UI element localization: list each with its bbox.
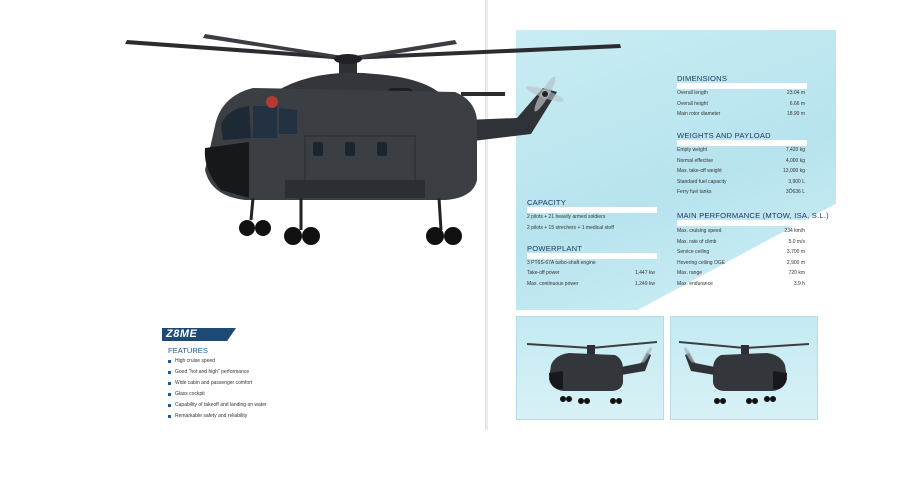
- capacity-title: CAPACITY: [527, 198, 567, 207]
- table-row: Standard fuel capacity 3,900 L: [677, 178, 805, 185]
- feature-item: Glass cockpit: [168, 389, 267, 400]
- feature-item: Remarkable safety and reliability: [168, 411, 267, 422]
- bullet-square-icon: [168, 382, 171, 385]
- table-row: Main rotor diameter 18.90 m: [677, 111, 805, 117]
- feature-item: Good "hot and high" performance: [168, 367, 267, 378]
- dimensions-table: [677, 88, 805, 120]
- performance-title: MAIN PERFORMANCE (MTOW, ISA, S.L.): [677, 211, 829, 220]
- bullet-square-icon: [168, 360, 171, 363]
- table-row: Overall height 6.66 m: [677, 100, 805, 107]
- table-row: Hovering ceiling OGE 2,900 m: [677, 259, 805, 266]
- table-row: Overall length 23.04 m: [677, 90, 805, 96]
- table-row: Max. continuous power 1,249 kw: [527, 280, 655, 287]
- table-row: Max. rate of climb 5.0 m/s: [677, 238, 805, 245]
- powerplant-engine-list: [527, 258, 596, 269]
- table-row: Max. endurance 3.9 h: [677, 280, 805, 287]
- powerplant-engine: 3 PT6S-67A turbo-shaft engine: [527, 260, 596, 266]
- table-row: Take-off power 1,447 kw: [527, 270, 655, 276]
- table-row: Max. cruising speed 234 km/h: [677, 228, 805, 234]
- helicopter-thumb-icon: [517, 317, 664, 420]
- table-row: Normal effective 4,000 kg: [677, 157, 805, 164]
- dimensions-title: DIMENSIONS: [677, 74, 728, 83]
- powerplant-title: POWERPLANT: [527, 244, 583, 253]
- table-row: Ferry fuel tanks 3Ô636 L: [677, 189, 805, 195]
- powerplant-table: [527, 268, 655, 289]
- weights-title: WEIGHTS AND PAYLOAD: [677, 131, 771, 140]
- bullet-square-icon: [168, 393, 171, 396]
- bullet-square-icon: [168, 415, 171, 418]
- capacity-item: 2 pilots + 21 heavily armed soldiers: [527, 214, 606, 220]
- table-row: Service ceiling 3,700 m: [677, 249, 805, 255]
- table-row: Empty weight 7,420 kg: [677, 147, 805, 153]
- feature-item: Capability of takeoff and landing on water: [168, 400, 267, 411]
- model-name: Z8ME: [166, 328, 198, 340]
- table-row: Max. take-off weight 13,000 kg: [677, 168, 805, 174]
- helicopter-thumb-icon: [671, 317, 818, 420]
- features-list: [168, 356, 267, 422]
- capacity-list: [527, 212, 614, 233]
- feature-item: Wide cabin and passenger comfort: [168, 378, 267, 389]
- weights-table: [677, 145, 805, 198]
- features-title: FEATURES: [168, 346, 208, 355]
- performance-table: [677, 226, 805, 289]
- helicopter-photo-right: [670, 316, 818, 420]
- bullet-square-icon: [168, 371, 171, 374]
- bullet-square-icon: [168, 404, 171, 407]
- capacity-item: 2 pilots + 15 strechers + 1 medical stoff: [527, 224, 614, 231]
- helicopter-photo-left: [516, 316, 664, 420]
- table-row: Max. range 720 km: [677, 270, 805, 276]
- feature-item: High cruise speed: [168, 356, 267, 367]
